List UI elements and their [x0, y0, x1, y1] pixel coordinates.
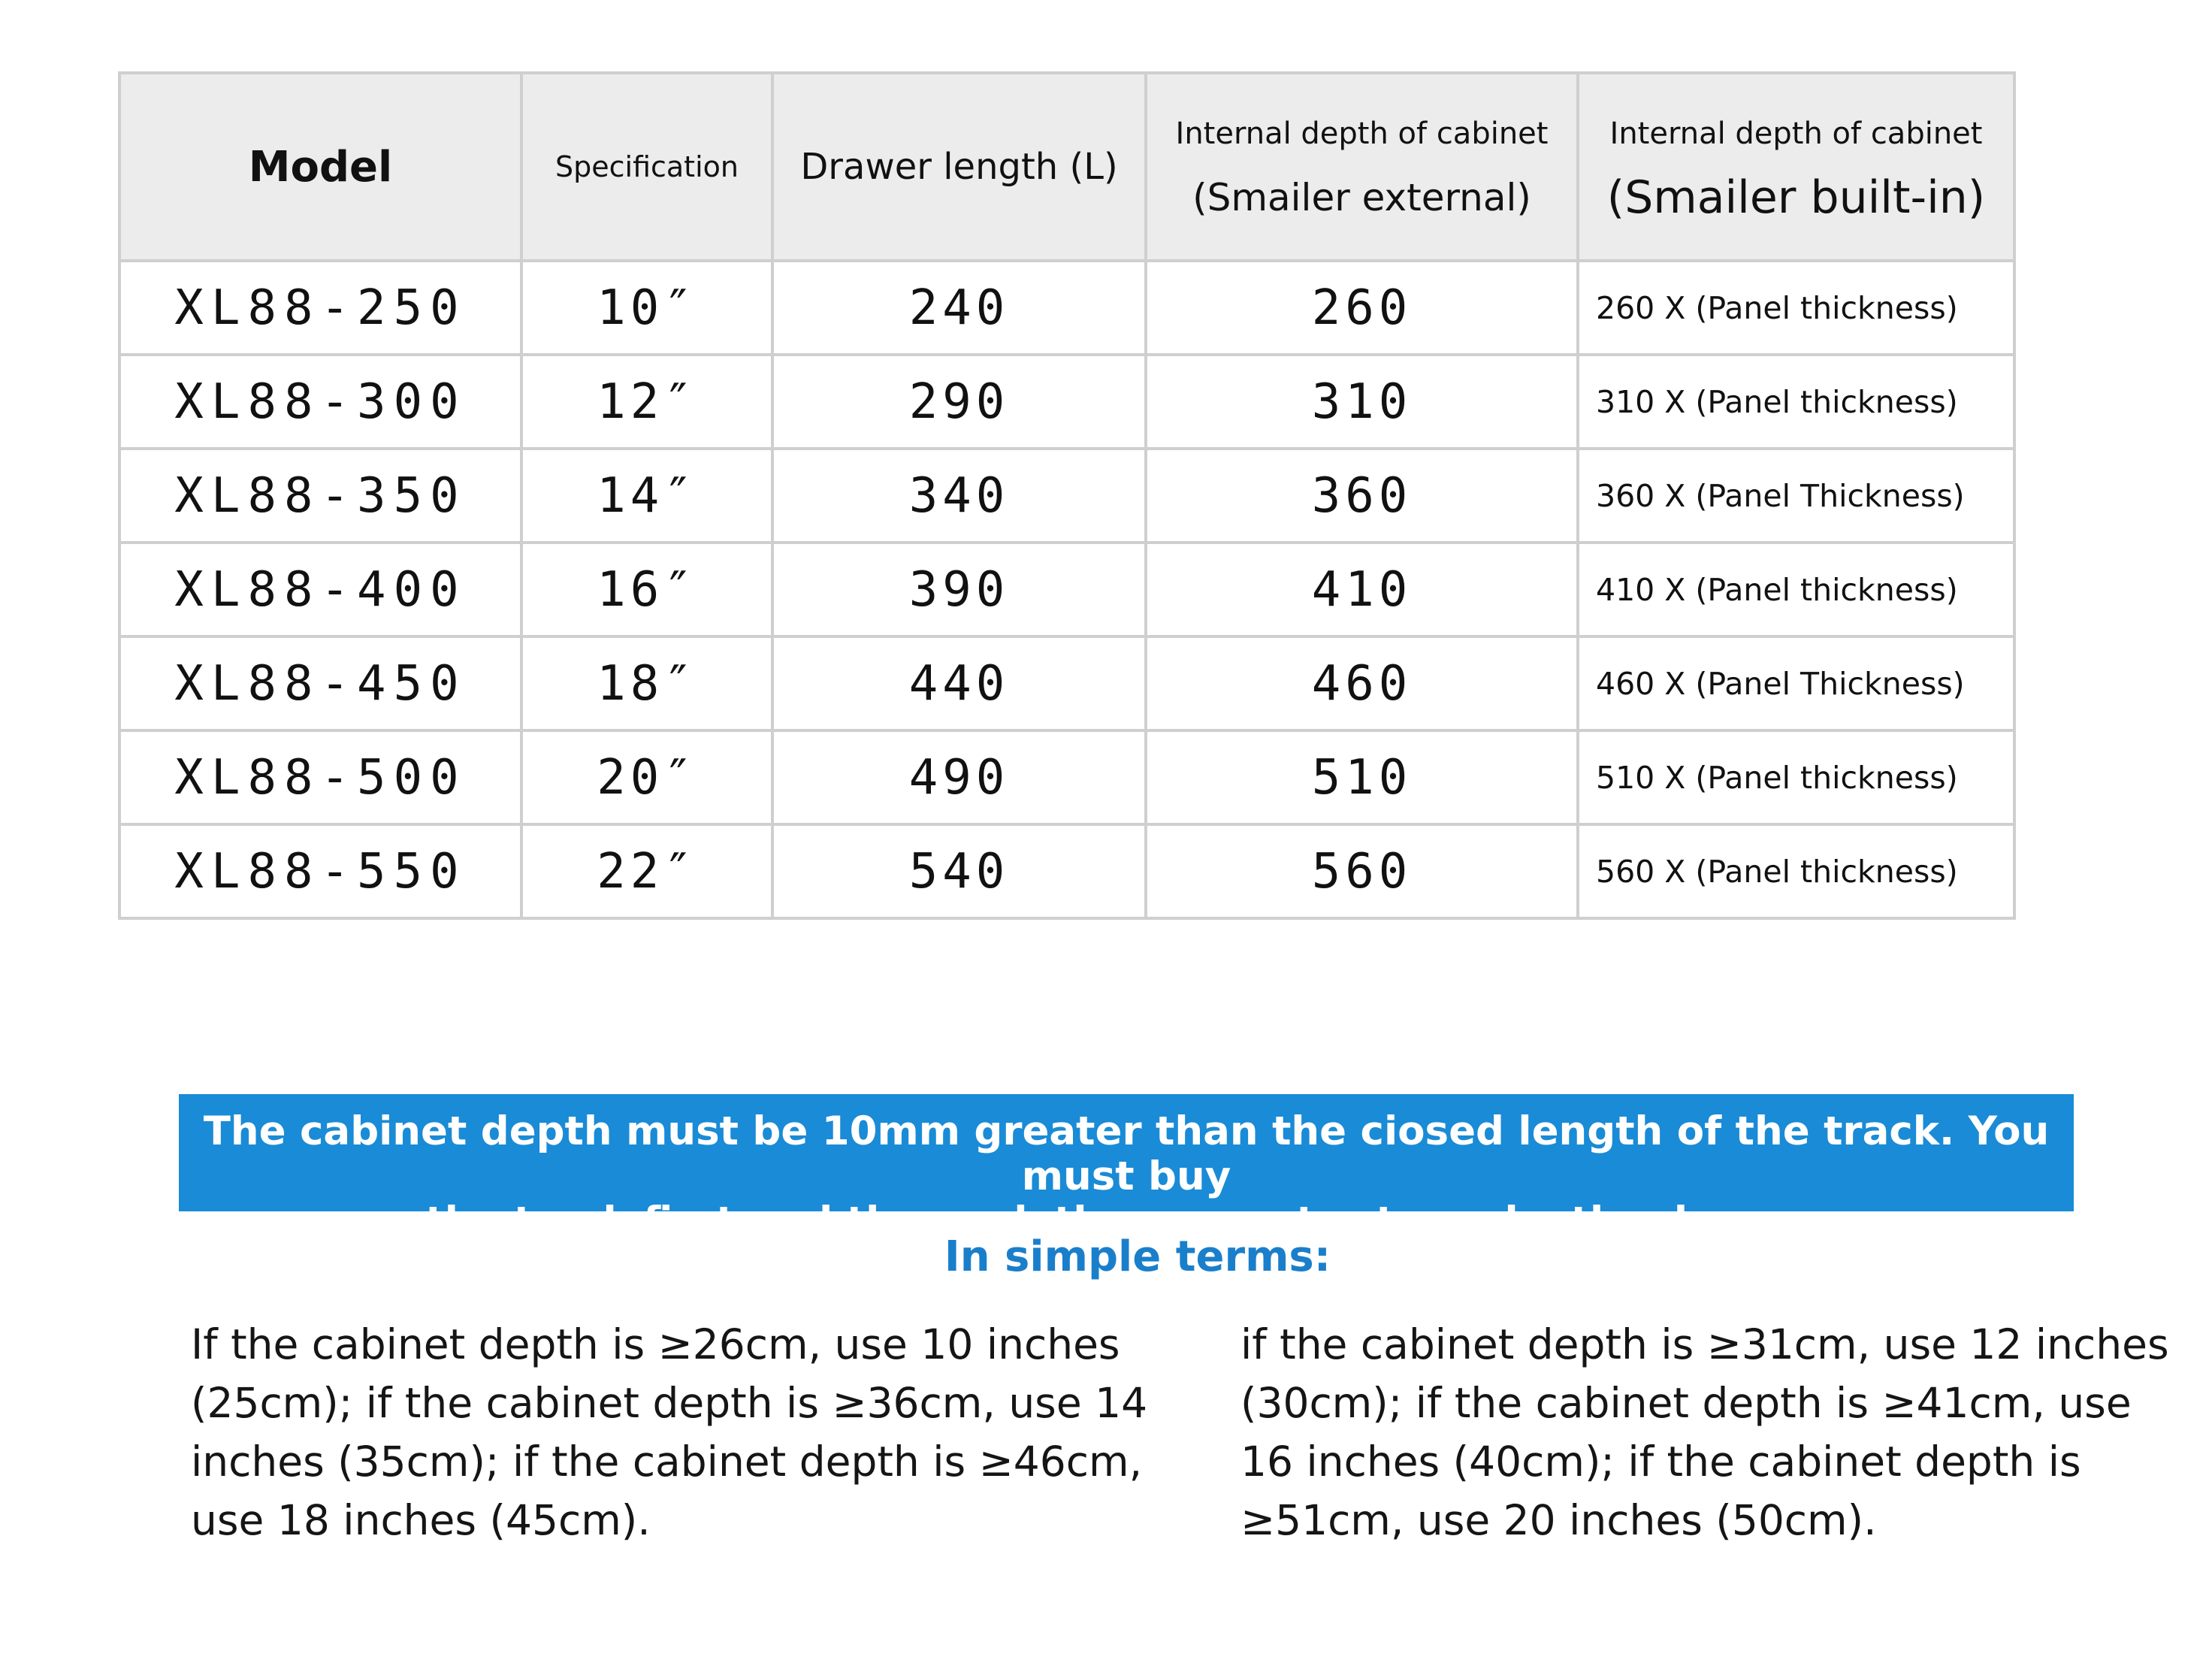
cell-internal-external: 410: [1146, 543, 1578, 636]
cell-specification: 16″: [521, 543, 772, 636]
header-internal-depth-external-line2: (Smailer external): [1192, 176, 1531, 219]
header-internal-depth-builtin-line1: Internal depth of cabinet: [1609, 116, 1983, 151]
simple-terms-right-paragraph: if the cabinet depth is ≥31cm, use 12 inches (30cm); if the cabinet depth is ≥41cm, use 16 inches (40cm); if the cabinet depth is ≥51cm, use 20 inches (50cm).: [1240, 1320, 2169, 1544]
table-row: [119, 355, 2014, 449]
cell-model: XL88-500: [119, 730, 521, 824]
cell-drawer-length: 390: [772, 543, 1146, 636]
cell-internal-external: 560: [1146, 824, 1578, 918]
cell-model: XL88-400: [119, 543, 521, 636]
cabinet-depth-notice-banner: [179, 1094, 2074, 1244]
cell-internal-builtin: 310 X (Panel thickness): [1578, 355, 2014, 449]
cell-specification: 12″: [521, 355, 772, 449]
cell-model: XL88-450: [119, 636, 521, 730]
cell-internal-external: 460: [1146, 636, 1578, 730]
table-row: [119, 636, 2014, 730]
cell-internal-external: 260: [1146, 261, 1578, 355]
header-drawer-length: Drawer length (L): [772, 73, 1146, 261]
cell-internal-external: 360: [1146, 449, 1578, 543]
cell-internal-builtin: 510 X (Panel thickness): [1578, 730, 2014, 824]
cell-internal-external: 510: [1146, 730, 1578, 824]
cell-model: XL88-250: [119, 261, 521, 355]
cell-model: XL88-350: [119, 449, 521, 543]
header-model: Model: [119, 73, 521, 261]
cell-internal-builtin: 410 X (Panel thickness): [1578, 543, 2014, 636]
banner-line-1: The cabinet depth must be 10mm greater than the ciosed length of the track. You must buy: [203, 1108, 2050, 1199]
cell-drawer-length: 240: [772, 261, 1146, 355]
cell-internal-builtin: 260 X (Panel thickness): [1578, 261, 2014, 355]
header-internal-depth-external: [1146, 73, 1578, 261]
cell-drawer-length: 290: [772, 355, 1146, 449]
table-row: [119, 824, 2014, 918]
header-specification: Specification: [521, 73, 772, 261]
banner-line-2: the track first and then ask the carpenter to make the drawer.: [425, 1199, 1827, 1244]
cell-internal-builtin: 560 X (Panel thickness): [1578, 824, 2014, 918]
table-row: [119, 261, 2014, 355]
header-internal-depth-builtin-line2: (Smailer built-in): [1606, 171, 1986, 224]
cell-internal-builtin: 360 X (Panel Thickness): [1578, 449, 2014, 543]
cell-drawer-length: 490: [772, 730, 1146, 824]
specification-table: [118, 71, 2016, 920]
table-row: [119, 730, 2014, 824]
table-header-row: [119, 73, 2014, 261]
cell-model: XL88-300: [119, 355, 521, 449]
cell-internal-external: 310: [1146, 355, 1578, 449]
table-row: [119, 543, 2014, 636]
header-internal-depth-external-line1: Internal depth of cabinet: [1175, 116, 1549, 151]
cell-drawer-length: 340: [772, 449, 1146, 543]
cell-specification: 22″: [521, 824, 772, 918]
simple-terms-title: In simple terms:: [944, 1232, 1331, 1281]
table-row: [119, 449, 2014, 543]
cell-model: XL88-550: [119, 824, 521, 918]
cell-specification: 18″: [521, 636, 772, 730]
cell-specification: 10″: [521, 261, 772, 355]
cell-drawer-length: 440: [772, 636, 1146, 730]
cell-specification: 14″: [521, 449, 772, 543]
header-internal-depth-builtin: [1578, 73, 2014, 261]
cell-drawer-length: 540: [772, 824, 1146, 918]
cell-internal-builtin: 460 X (Panel Thickness): [1578, 636, 2014, 730]
cell-specification: 20″: [521, 730, 772, 824]
simple-terms-left-paragraph: If the cabinet depth is ≥26cm, use 10 inches (25cm); if the cabinet depth is ≥36cm, use 14 inches (35cm); if the cabinet depth is ≥46cm, use 18 inches (45cm).: [191, 1320, 1148, 1544]
